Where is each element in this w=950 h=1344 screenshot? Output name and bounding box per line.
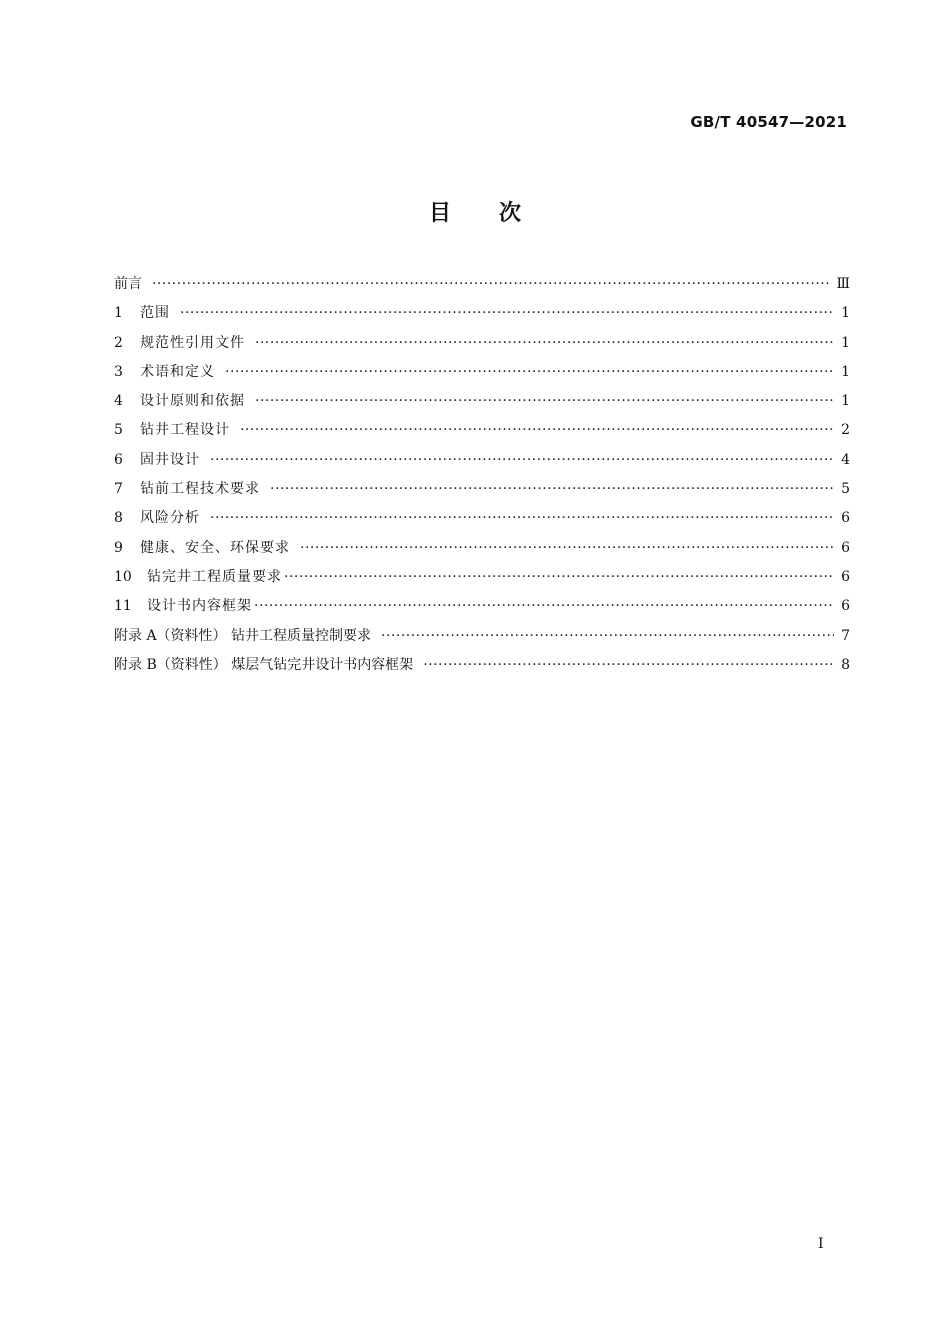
toc-item-page: 6 <box>841 510 850 527</box>
toc-item-label: 钻井工程设计 <box>140 422 230 439</box>
toc-item-page: 8 <box>841 656 850 673</box>
toc-item-label: 术语和定义 <box>140 363 215 380</box>
toc-item-number: 3 <box>114 363 123 380</box>
toc-leader-dots <box>210 448 834 472</box>
toc-item-page: 1 <box>841 305 850 322</box>
toc-item-label: 范围 <box>140 305 170 322</box>
toc-item-number: 4 <box>114 393 123 410</box>
toc-item-page: 7 <box>841 627 850 644</box>
table-of-contents <box>114 272 850 682</box>
toc-item-label: 钻完井工程质量要求 <box>147 568 282 585</box>
toc-item-page: 1 <box>841 363 850 380</box>
toc-item-7[interactable] <box>114 477 850 506</box>
toc-item-1[interactable] <box>114 301 850 330</box>
toc-item-3[interactable] <box>114 360 850 389</box>
toc-item-9[interactable] <box>114 536 850 565</box>
toc-item-number: 11 <box>114 598 132 615</box>
toc-item-label: 规范性引用文件 <box>140 334 245 351</box>
toc-item-page: 2 <box>841 422 850 439</box>
page-number: I <box>818 1236 824 1252</box>
toc-leader-dots <box>210 506 834 530</box>
toc-item-number: 7 <box>114 481 123 498</box>
toc-item-appendix-b[interactable] <box>114 653 850 682</box>
toc-leader-dots <box>300 536 834 560</box>
toc-item-page: 6 <box>841 598 850 615</box>
toc-leader-dots <box>423 653 834 677</box>
toc-item-8[interactable] <box>114 506 850 535</box>
toc-leader-dots <box>152 272 830 296</box>
toc-item-number: 10 <box>114 568 132 585</box>
toc-leader-dots <box>255 389 834 413</box>
toc-leader-dots <box>225 360 834 384</box>
toc-leader-dots <box>270 477 834 501</box>
toc-item-11[interactable] <box>114 594 850 623</box>
toc-item-number: 1 <box>114 305 123 322</box>
toc-item-4[interactable] <box>114 389 850 418</box>
toc-item-6[interactable] <box>114 448 850 477</box>
toc-leader-dots <box>255 331 834 355</box>
toc-item-number: 2 <box>114 334 123 351</box>
toc-item-number: 8 <box>114 510 123 527</box>
toc-item-label: 设计书内容框架 <box>147 598 252 615</box>
toc-item-number: 6 <box>114 451 123 468</box>
toc-item-number: 5 <box>114 422 123 439</box>
toc-item-label: 附录 A（资料性） 钻井工程质量控制要求 <box>114 627 372 644</box>
toc-leader-dots <box>180 301 834 325</box>
toc-item-appendix-a[interactable] <box>114 624 850 653</box>
toc-leader-dots <box>284 565 834 589</box>
toc-item-label: 设计原则和依据 <box>140 393 245 410</box>
toc-item-10[interactable] <box>114 565 850 594</box>
toc-leader-dots <box>240 418 834 442</box>
toc-item-number: 9 <box>114 539 123 556</box>
toc-item-5[interactable] <box>114 418 850 447</box>
toc-item-page: 1 <box>841 334 850 351</box>
toc-item-label: 附录 B（资料性） 煤层气钻完井设计书内容框架 <box>114 656 414 673</box>
toc-item-page: 6 <box>841 539 850 556</box>
toc-item-label: 固井设计 <box>140 451 200 468</box>
toc-item-page: 4 <box>841 451 850 468</box>
standard-number: GB/T 40547—2021 <box>690 113 847 131</box>
toc-item-page: Ⅲ <box>836 276 850 292</box>
toc-leader-dots <box>381 624 834 648</box>
toc-item-page: 1 <box>841 393 850 410</box>
toc-item-label: 前言 <box>114 276 142 292</box>
toc-item-foreword[interactable] <box>114 272 850 301</box>
toc-item-page: 5 <box>841 481 850 498</box>
toc-item-2[interactable] <box>114 331 850 360</box>
toc-item-label: 风险分析 <box>140 510 200 527</box>
toc-item-page: 6 <box>841 568 850 585</box>
toc-title: 目次 <box>428 201 569 226</box>
toc-item-label: 钻前工程技术要求 <box>140 481 260 498</box>
toc-item-label: 健康、安全、环保要求 <box>140 539 290 556</box>
toc-leader-dots <box>254 594 834 618</box>
